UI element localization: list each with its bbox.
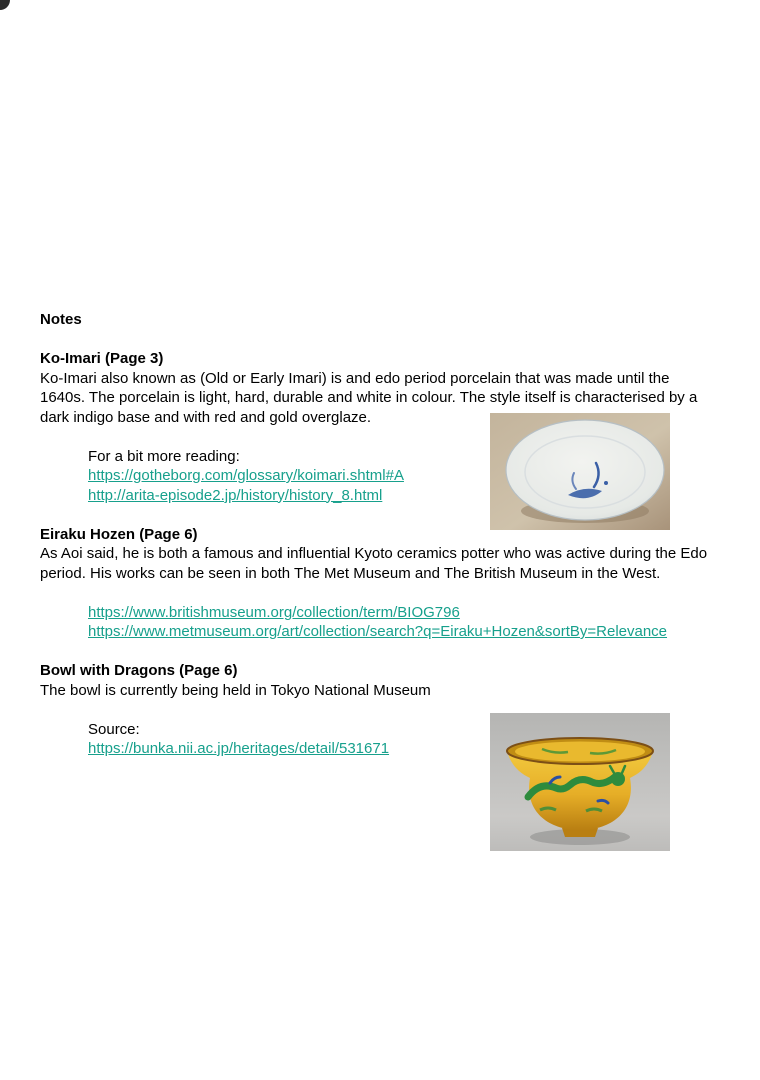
link-arita-history[interactable]: http://arita-episode2.jp/history/history_8.html: [88, 486, 383, 504]
link-bunka-heritage[interactable]: https://bunka.nii.ac.jp/heritages/detail/531671: [88, 740, 390, 757]
section-heading-bowl-with-dragons: Bowl with Dragons (Page 6): [40, 662, 238, 679]
page-corner-artifact: [0, 0, 10, 10]
section-body-ko-imari: Ko-Imari also known as (Old or Early Imari) is and edo period porcelain that was made until the 1640s. The porcelain is light, hard, durable and white in colour. The style itself is characterised by a dark indigo base and with red and gold overglaze.: [40, 369, 698, 426]
link-gotheborg-koimari[interactable]: https://gotheborg.com/glossary/koimari.shtml#A: [88, 467, 404, 484]
spacer: [40, 642, 718, 662]
links-intro-ko-imari: For a bit more reading:: [88, 447, 240, 465]
dragon-bowl-photo: [490, 713, 670, 851]
spacer: [40, 330, 718, 350]
section-body-bowl-with-dragons: The bowl is currently being held in Tokyo National Museum: [40, 681, 431, 699]
link-britishmuseum-biog[interactable]: https://www.britishmuseum.org/collection/term/BIOG796: [88, 603, 460, 621]
links-intro-bowl-with-dragons: Source:: [88, 720, 140, 738]
section-body-eiraku-hozen: As Aoi said, he is both a famous and influential Kyoto ceramics potter who was active during the Edo period. His works can be seen in both The Met Museum and The British Museum in the West.: [40, 545, 708, 582]
document-title: Notes: [40, 311, 82, 328]
section-heading-eiraku-hozen: Eiraku Hozen (Page 6): [40, 525, 198, 543]
spacer: [40, 583, 718, 603]
section-heading-ko-imari: Ko-Imari (Page 3): [40, 350, 164, 367]
ko-imari-plate-photo: [490, 413, 670, 530]
link-metmuseum-search[interactable]: https://www.metmuseum.org/art/collection/search?q=Eiraku+Hozen&sortBy=Relevance: [88, 623, 668, 640]
links-block-eiraku-hozen: [40, 603, 718, 642]
document-content: [40, 310, 718, 759]
